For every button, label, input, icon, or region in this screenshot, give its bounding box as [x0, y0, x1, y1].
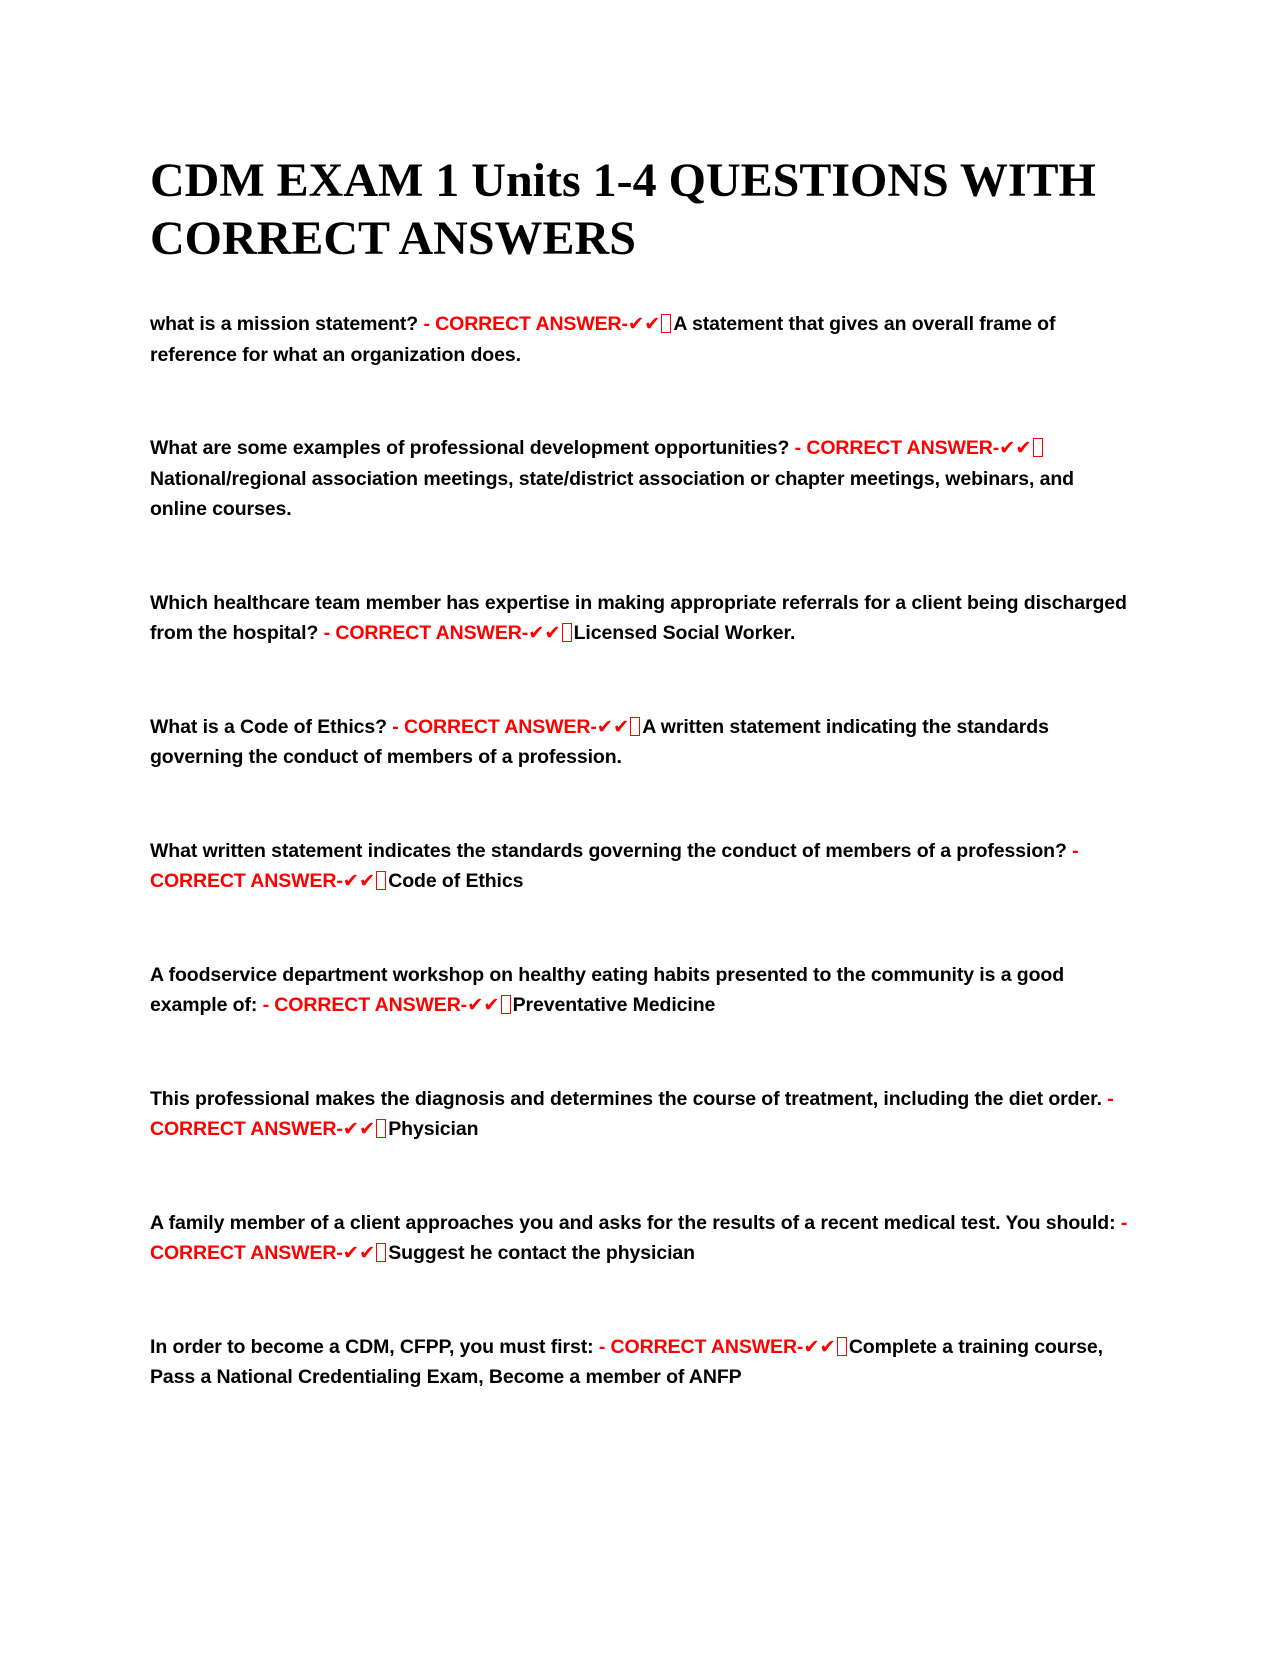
question-text: Which healthcare team member has expertise in making appropriate referrals for a client being discharged from the hospital? [150, 591, 1127, 644]
answer-text: Suggest he contact the physician [388, 1242, 695, 1264]
answer-text: A statement that gives an overall frame of reference for what an organization does. [150, 313, 1056, 366]
correct-answer-marker: - CORRECT ANSWER-✔✔ [150, 1211, 1128, 1264]
correct-answer-marker: - CORRECT ANSWER-✔✔ [150, 1087, 1114, 1140]
qa-list [150, 309, 1135, 1456]
correct-answer-marker: - CORRECT ANSWER-✔✔ [392, 715, 630, 738]
answer-text: Licensed Social Worker. [573, 622, 796, 644]
answer-text: Preventative Medicine [512, 994, 716, 1016]
missing-glyph-icon [562, 623, 572, 642]
correct-answer-marker: - CORRECT ANSWER-✔✔ [794, 437, 1032, 459]
missing-glyph-icon [661, 314, 671, 333]
answer-text: Complete a training course, Pass a National Credentialing Exam, Become a member of ANFP [150, 1335, 1103, 1388]
qa-item [150, 588, 1135, 649]
correct-answer-marker: - CORRECT ANSWER-✔✔ [262, 994, 500, 1016]
question-text: what is a mission statement? [150, 313, 419, 335]
correct-answer-marker: - CORRECT ANSWER-✔✔ [423, 313, 661, 335]
qa-item [150, 1084, 1135, 1145]
question-text: A family member of a client approaches you and asks for the results of a recent medical test. You should: [150, 1211, 1116, 1234]
correct-answer-marker: - CORRECT ANSWER-✔✔ [150, 839, 1079, 892]
missing-glyph-icon [630, 717, 640, 736]
correct-answer-marker: - CORRECT ANSWER-✔✔ [598, 1335, 836, 1358]
correct-answer-marker: - CORRECT ANSWER-✔✔ [323, 622, 561, 644]
answer-text: Physician [388, 1118, 479, 1140]
question-text: What are some examples of professional development opportunities? [150, 437, 790, 459]
missing-glyph-icon [376, 1119, 386, 1138]
qa-item [150, 433, 1135, 525]
answer-text: National/regional association meetings, state/district association or chapter meetings, webinars, and online courses. [150, 467, 1074, 520]
qa-item [150, 309, 1135, 370]
missing-glyph-icon [376, 871, 386, 890]
qa-item [150, 1332, 1135, 1393]
missing-glyph-icon [837, 1337, 847, 1356]
answer-text: Code of Ethics [388, 870, 524, 892]
qa-item [150, 712, 1135, 773]
question-text: What is a Code of Ethics? [150, 715, 387, 738]
question-text: What written statement indicates the standards governing the conduct of members of a profession? [150, 839, 1067, 862]
missing-glyph-icon [501, 995, 511, 1014]
qa-item [150, 836, 1135, 897]
qa-item [150, 960, 1135, 1021]
question-text: In order to become a CDM, CFPP, you must first: [150, 1335, 594, 1358]
question-text: This professional makes the diagnosis and determines the course of treatment, including the diet order. [150, 1087, 1102, 1110]
qa-item [150, 1208, 1135, 1269]
question-text: A foodservice department workshop on healthy eating habits presented to the community is a good example of: [150, 963, 1064, 1016]
answer-text: A written statement indicating the standards governing the conduct of members of a profession. [150, 715, 1049, 768]
missing-glyph-icon [376, 1243, 386, 1262]
missing-glyph-icon [1033, 438, 1043, 457]
document-title: CDM EXAM 1 Units 1-4 QUESTIONS WITH CORRECT ANSWERS [150, 154, 1096, 265]
